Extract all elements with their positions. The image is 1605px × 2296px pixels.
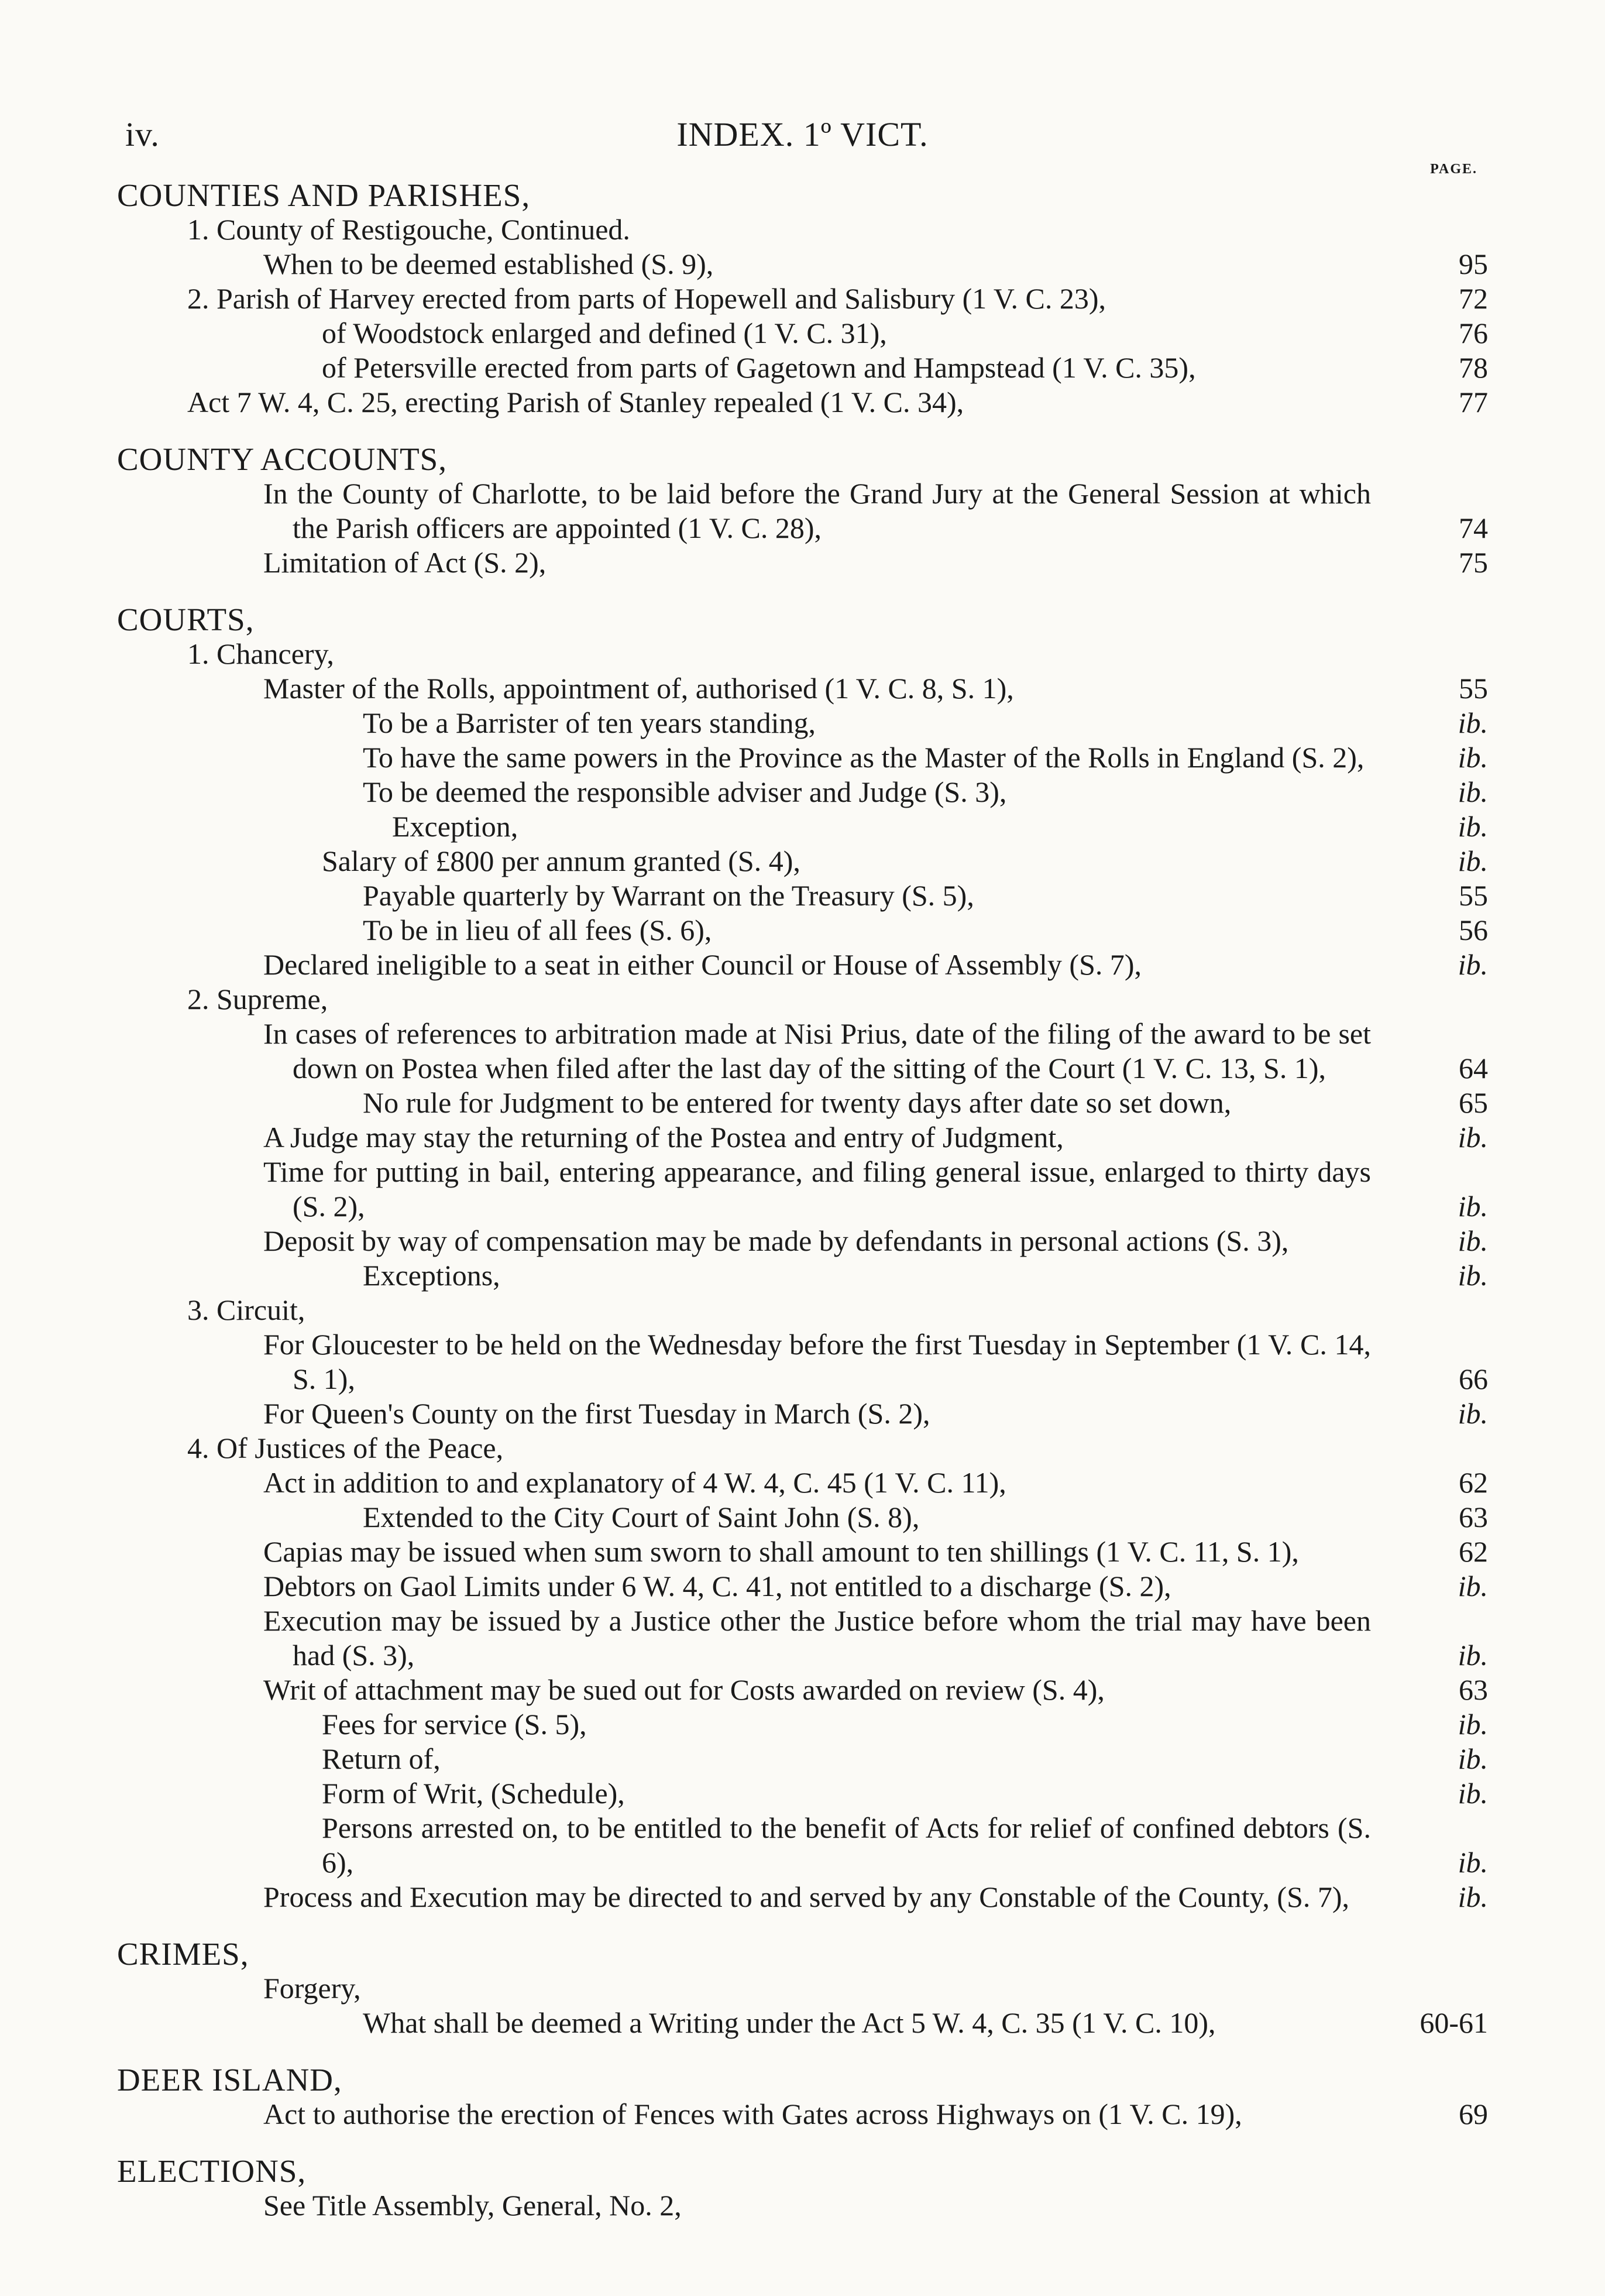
index-entry [117,1604,1488,1673]
entry-text: Act in addition to and explanatory of 4 W. 4, C. 45 (1 V. C. 11), [263,1466,1006,1499]
entry-page: 62 [1459,1466,1488,1499]
entry-text: Writ of attachment may be sued out for Costs awarded on review (S. 4), [263,1673,1105,1706]
index-entry [117,1535,1488,1569]
entry-text: To be a Barrister of ten years standing, [363,706,816,739]
index-entry [117,1500,1488,1535]
entry-text: Exceptions, [363,1259,500,1292]
entry-text: Declared ineligible to a seat in either Council or House of Assembly (S. 7), [263,948,1142,981]
index-heading [117,1937,1488,1971]
index-heading [117,2062,1488,2097]
index-entry [117,1971,1488,2006]
index-entry [117,948,1488,982]
entry-text: To be deemed the responsible adviser and Judge (S. 3), [363,775,1007,808]
entry-page: 66 [1459,1363,1488,1395]
entry-text: Master of the Rolls, appointment of, authorised (1 V. C. 8, S. 1), [263,672,1014,705]
entry-page: 65 [1459,1086,1488,1119]
entry-page: ib. [1458,1259,1488,1292]
index-entry [117,844,1488,878]
index-entry [117,740,1488,775]
index-entry [117,385,1488,420]
index-entry [117,1258,1488,1293]
entry-text: To be in lieu of all fees (S. 6), [363,914,712,946]
index-heading [117,442,1488,476]
index-entry [117,671,1488,706]
index-entry [117,247,1488,282]
index-entry [117,1120,1488,1155]
index-heading [117,2154,1488,2188]
entry-text: DEER ISLAND, [117,2062,342,2098]
index-entry [117,2188,1488,2223]
entry-page: 56 [1459,914,1488,946]
entry-text: 1. County of Restigouche, Continued. [187,213,630,246]
entry-text: When to be deemed established (S. 9), [263,248,714,280]
index-entry [117,316,1488,351]
entry-text: Debtors on Gaol Limits under 6 W. 4, C. 41, not entitled to a discharge (S. 2), [263,1570,1171,1602]
entry-text: Time for putting in bail, entering appearance, and filing general issue, enlarged to thirty days (S. 2), [263,1155,1371,1223]
entry-page: 55 [1459,672,1488,705]
entry-text: Capias may be issued when sum sworn to shall amount to ten shillings (1 V. C. 11, S. 1), [263,1535,1299,1568]
index-entry [117,1396,1488,1431]
page-numeral: iv. [125,115,160,153]
entry-text: CRIMES, [117,1936,249,1972]
index-entry [117,1742,1488,1776]
entry-text: Act to authorise the erection of Fences with Gates across Highways on (1 V. C. 19), [263,2098,1242,2130]
entry-page: ib. [1458,1570,1488,1602]
entry-page: ib. [1458,1121,1488,1154]
index-entry [117,878,1488,913]
entry-page: 55 [1459,879,1488,912]
entry-text: COURTS, [117,602,255,637]
entry-page: ib. [1458,1639,1488,1672]
entry-page: 78 [1459,351,1488,384]
index-entry [117,809,1488,844]
entry-text: 4. Of Justices of the Peace, [187,1432,504,1464]
index-entry [117,1017,1488,1086]
entry-text: To have the same powers in the Province as the Master of the Rolls in England (S. 2), [363,741,1365,774]
entry-text: of Petersville erected from parts of Gagetown and Hampstead (1 V. C. 35), [322,351,1196,384]
index-entry [117,1880,1488,1914]
entry-text: COUNTIES AND PARISHES, [117,177,531,213]
page-column-label: PAGE. [1430,162,1477,177]
entry-page: ib. [1458,1397,1488,1430]
page-title: INDEX. 1º VICT. [676,115,929,153]
index-entry [117,1811,1488,1880]
index-entry [117,775,1488,809]
entry-text: ELECTIONS, [117,2153,307,2189]
entry-text: Forgery, [263,1972,361,2005]
index-body [117,178,1488,2223]
entry-page: ib. [1458,775,1488,808]
entry-page: 69 [1459,2098,1488,2130]
entry-text: Process and Execution may be directed to and served by any Constable of the County, (S. 7), [263,1880,1350,1913]
entry-page: 63 [1459,1501,1488,1533]
index-entry [117,1431,1488,1466]
entry-text: Limitation of Act (S. 2), [263,546,547,579]
entry-text: No rule for Judgment to be entered for twenty days after date so set down, [363,1086,1232,1119]
entry-text: of Woodstock enlarged and defined (1 V. C. 31), [322,317,887,349]
index-entry [117,212,1488,247]
index-entry [117,1776,1488,1811]
entry-text: 3. Circuit, [187,1293,305,1326]
index-heading [117,178,1488,212]
entry-page: ib. [1458,1224,1488,1257]
entry-text: In cases of references to arbitration made at Nisi Prius, date of the filing of the award to be set down on Postea when filed after the last day of the sitting of the Court (1 V. C. 13, S. 1), [263,1017,1371,1084]
entry-text: Fees for service (S. 5), [322,1708,587,1741]
entry-page: 95 [1459,248,1488,280]
entry-text: Return of, [322,1742,441,1775]
entry-page: 60-61 [1420,2006,1488,2039]
entry-page: 72 [1459,282,1488,315]
entry-page: ib. [1458,948,1488,981]
entry-text: In the County of Charlotte, to be laid before the Grand Jury at the General Session at which the Parish officers are appointed (1 V. C. 28), [263,477,1371,544]
index-entry [117,1569,1488,1604]
entry-text: Payable quarterly by Warrant on the Treasury (S. 5), [363,879,974,912]
entry-text: 1. Chancery, [187,637,334,670]
index-entry [117,282,1488,316]
entry-page: 62 [1459,1535,1488,1568]
index-entry [117,1086,1488,1120]
entry-page: 63 [1459,1673,1488,1706]
entry-text: Deposit by way of compensation may be made by defendants in personal actions (S. 3), [263,1224,1289,1257]
entry-page: ib. [1458,741,1488,774]
index-entry [117,1224,1488,1258]
index-entry [117,913,1488,948]
entry-text: Form of Writ, (Schedule), [322,1777,625,1810]
entry-page: ib. [1458,1777,1488,1810]
entry-page: ib. [1458,810,1488,843]
index-entry [117,476,1488,545]
entry-page: 76 [1459,317,1488,349]
index-entry [117,1673,1488,1707]
entry-text: Persons arrested on, to be entitled to the benefit of Acts for relief of confined debtors (S. 6), [322,1811,1371,1879]
index-entry [117,1155,1488,1224]
index-entry [117,2097,1488,2132]
index-entry [117,545,1488,580]
entry-text: For Gloucester to be held on the Wednesday before the first Tuesday in September (1 V. C. 14, S. 1), [263,1328,1371,1395]
entry-page: ib. [1458,1708,1488,1741]
entry-text: Exception, [392,810,518,843]
index-entry [117,982,1488,1017]
index-entry [117,2006,1488,2040]
entry-page: 74 [1459,512,1488,544]
entry-page: 64 [1459,1052,1488,1084]
entry-page: ib. [1458,1880,1488,1913]
entry-text: COUNTY ACCOUNTS, [117,441,448,477]
entry-page: ib. [1458,845,1488,877]
index-entry [117,1466,1488,1500]
entry-text: Act 7 W. 4, C. 25, erecting Parish of Stanley repealed (1 V. C. 34), [187,386,964,418]
index-heading [117,602,1488,637]
entry-page: ib. [1458,1742,1488,1775]
entry-page: 77 [1459,386,1488,418]
entry-text: Extended to the City Court of Saint John (S. 8), [363,1501,920,1533]
entry-text: See Title Assembly, General, No. 2, [263,2189,682,2222]
entry-page: ib. [1458,706,1488,739]
index-entry [117,351,1488,385]
entry-page: 75 [1459,546,1488,579]
index-entry [117,637,1488,671]
entry-text: Salary of £800 per annum granted (S. 4), [322,845,800,877]
entry-text: 2. Supreme, [187,983,328,1015]
entry-text: What shall be deemed a Writing under the Act 5 W. 4, C. 35 (1 V. C. 10), [363,2006,1216,2039]
entry-text: Execution may be issued by a Justice other the Justice before whom the trial may have been had (S. 3), [263,1604,1371,1672]
index-entry [117,1707,1488,1742]
index-entry [117,706,1488,740]
entry-page: ib. [1458,1190,1488,1223]
index-entry [117,1327,1488,1396]
entry-text: 2. Parish of Harvey erected from parts of Hopewell and Salisbury (1 V. C. 23), [187,282,1106,315]
entry-text: For Queen's County on the first Tuesday in March (S. 2), [263,1397,930,1430]
entry-page: ib. [1458,1846,1488,1879]
index-entry [117,1293,1488,1327]
entry-text: A Judge may stay the returning of the Postea and entry of Judgment, [263,1121,1064,1154]
